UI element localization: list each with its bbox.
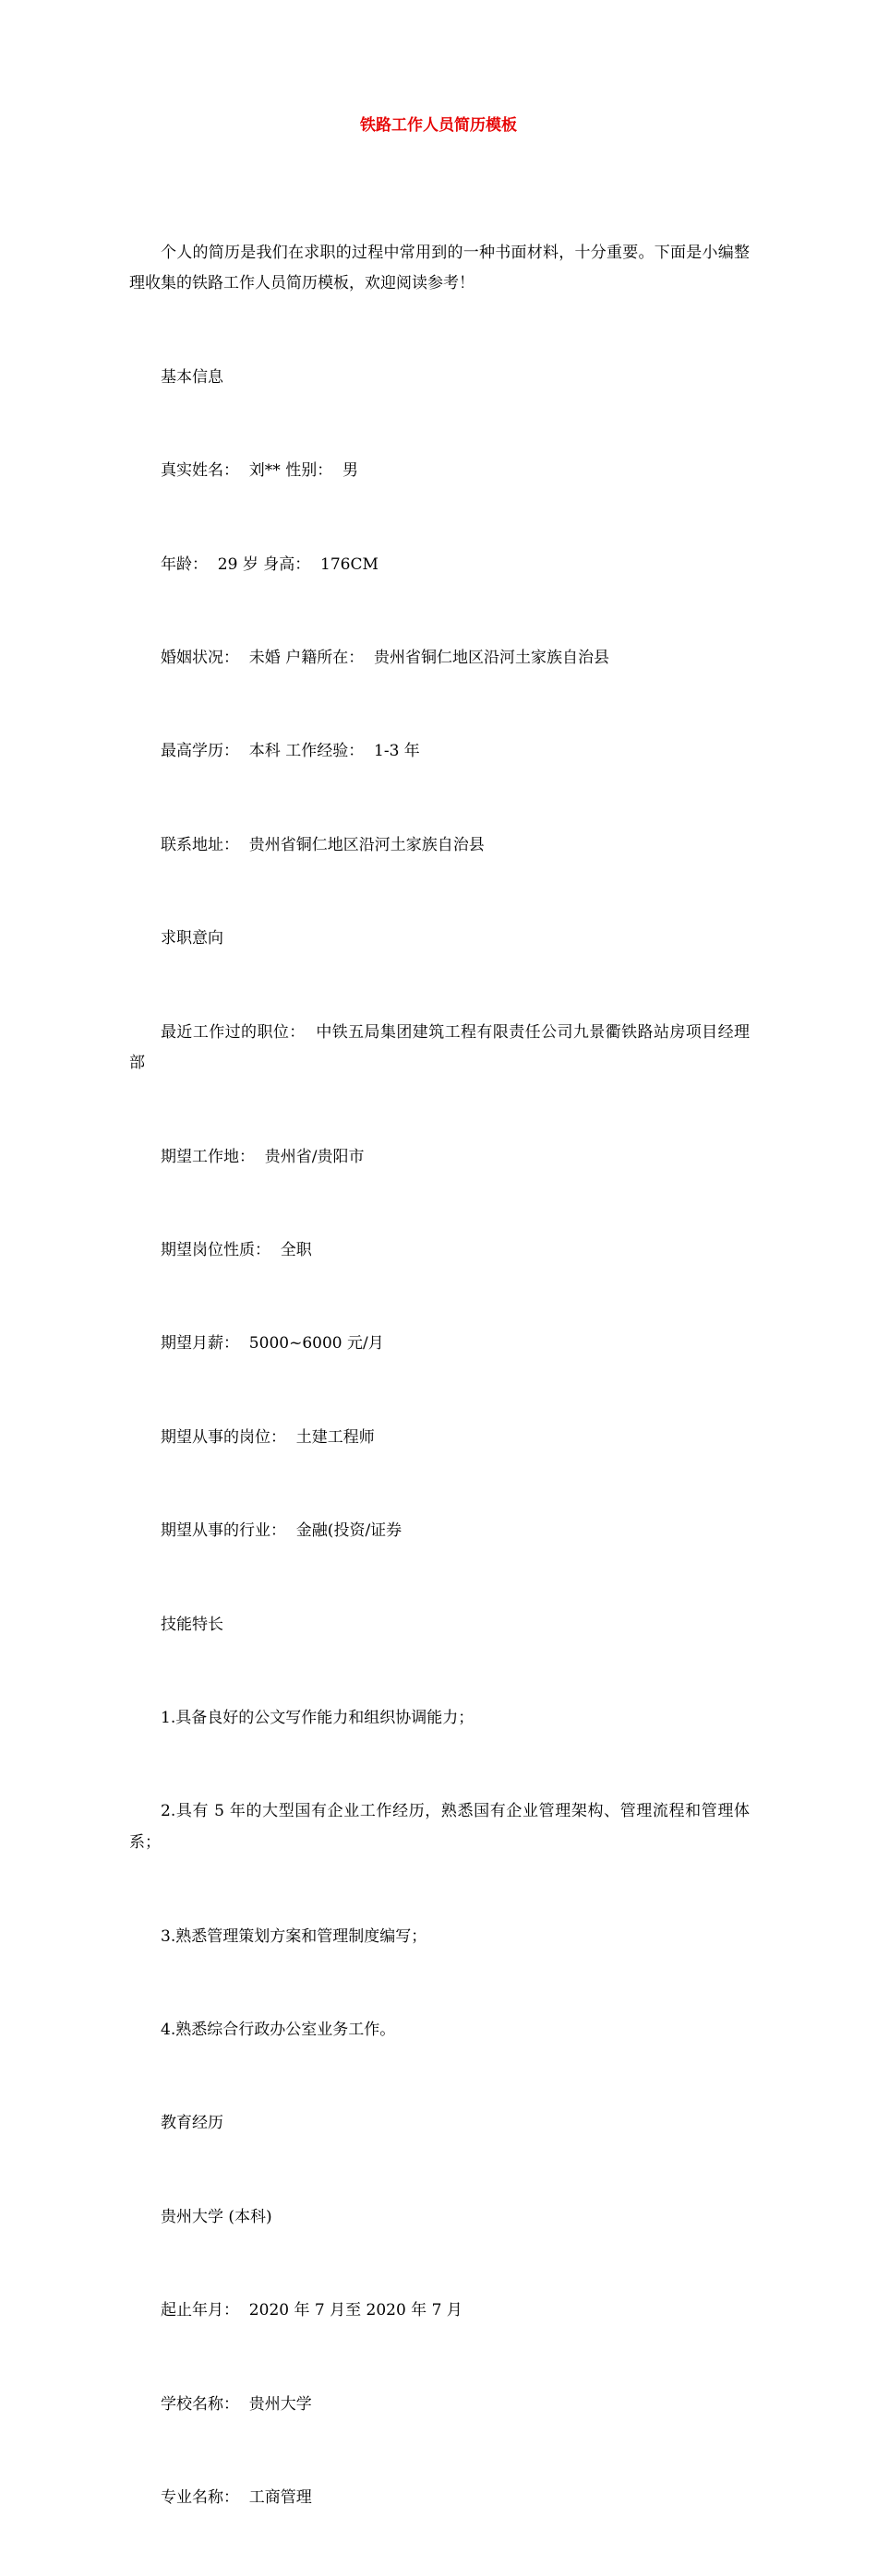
field-expected-industry: 期望从事的行业： 金融(投资/证券 — [161, 1521, 402, 1541]
section-heading-basic-info: 基本信息 — [161, 367, 223, 387]
field-education-experience: 最高学历： 本科 工作经验： 1-3 年 — [161, 742, 420, 761]
field-expected-role: 期望从事的岗位： 土建工程师 — [161, 1427, 375, 1447]
section-heading-job-intention: 求职意向 — [161, 929, 223, 948]
intro-paragraph: 个人的简历是我们在求职的过程中常用到的一种书面材料，十分重要。下面是小编整理收集的铁路工作人员简历模板，欢迎阅读参考！ — [129, 243, 750, 293]
section-heading-education: 教育经历 — [161, 2114, 223, 2133]
field-name-gender: 真实姓名： 刘** 性别： 男 — [161, 461, 359, 481]
document-body — [129, 175, 750, 2576]
field-address: 联系地址： 贵州省铜仁地区沿河土家族自治县 — [161, 835, 485, 854]
skill-item: 2.具有 5 年的大型国有企业工作经历，熟悉国有企业管理架构、管理流程和管理体系； — [129, 1802, 750, 1853]
skill-item: 1.具备良好的公文写作能力和组织协调能力； — [161, 1709, 475, 1728]
document-title: 铁路工作人员简历模板 — [360, 116, 517, 135]
field-age-height: 年龄： 29 岁 身高： 176CM — [161, 555, 378, 574]
field-school-name: 学校名称： 贵州大学 — [161, 2394, 312, 2414]
field-job-type: 期望岗位性质： 全职 — [161, 1241, 312, 1260]
field-expected-salary: 期望月薪： 5000~6000 元/月 — [161, 1334, 384, 1354]
education-school-header: 贵州大学 (本科) — [161, 2207, 272, 2226]
field-marital-hukou: 婚姻状况： 未婚 户籍所在： 贵州省铜仁地区沿河土家族自治县 — [161, 648, 610, 667]
field-education-period: 起止年月： 2020 年 7 月至 2020 年 7 月 — [161, 2301, 463, 2320]
skill-item: 4.熟悉综合行政办公室业务工作。 — [161, 2021, 396, 2040]
section-heading-skills: 技能特长 — [161, 1615, 223, 1634]
field-major: 专业名称： 工商管理 — [161, 2487, 312, 2507]
skill-item: 3.熟悉管理策划方案和管理制度编写； — [161, 1926, 427, 1946]
field-recent-position: 最近工作过的职位： 中铁五局集团建筑工程有限责任公司九景衢铁路站房项目经理部 — [129, 1022, 750, 1073]
field-expected-location: 期望工作地： 贵州省/贵阳市 — [161, 1147, 365, 1166]
